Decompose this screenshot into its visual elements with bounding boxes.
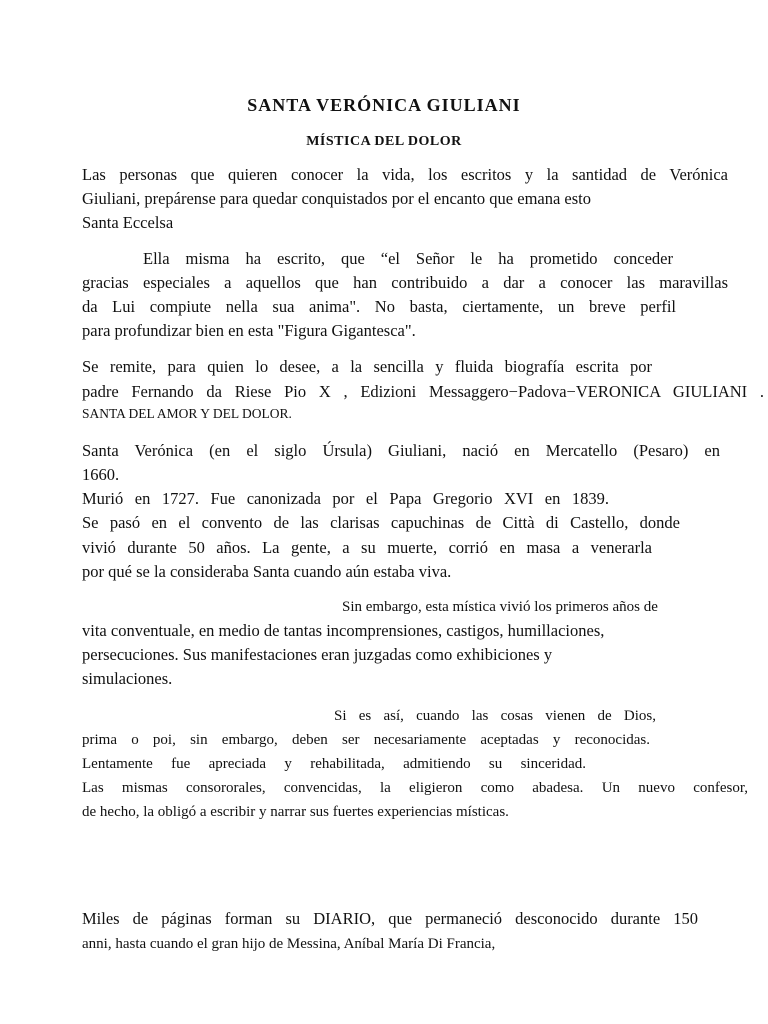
text-line: Se remite, para quien lo desee, a la sencilla y fluida biografía escrita por xyxy=(82,357,652,376)
text-line: Se pasó en el convento de las clarisas capuchinas de Città di Castello, donde xyxy=(82,513,680,532)
text-line: Las personas que quieren conocer la vida, los escritos y la santidad de Verónica xyxy=(82,165,728,184)
text-line: SANTA DEL AMOR Y DEL DOLOR. xyxy=(82,406,292,421)
text-line: por qué se la consideraba Santa cuando aún estaba viva. xyxy=(82,562,452,581)
text-line: Si es así, cuando las cosas vienen de Dios, xyxy=(334,708,656,724)
text-line: vivió durante 50 años. La gente, a su muerte, corrió en masa a venerarla xyxy=(82,538,652,557)
text-line: prima o poi, sin embargo, deben ser necesariamente aceptadas y reconocidas. xyxy=(82,732,650,748)
text-line: da Lui compiute nella sua anima". No basta, ciertamente, un breve perfil xyxy=(82,297,676,316)
text-line: para profundizar bien en esta "Figura Gigantesca". xyxy=(82,321,416,340)
text-line: persecuciones. Sus manifestaciones eran juzgadas como exhibiciones y xyxy=(82,645,553,664)
document-subtitle: MÍSTICA DEL DOLOR xyxy=(306,134,462,149)
text-line: Santa Verónica (en el siglo Úrsula) Giuliani, nació en Mercatello (Pesaro) en xyxy=(82,441,720,460)
text-line: anni, hasta cuando el gran hijo de Messina, Aníbal María Di Francia, xyxy=(82,936,496,952)
text-line: simulaciones. xyxy=(82,669,173,688)
text-line: Ella misma ha escrito, que “el Señor le ha prometido conceder xyxy=(143,249,673,268)
text-line: Sin embargo, esta mística vivió los primeros años de xyxy=(342,599,658,615)
text-line: Las mismas consororales, convencidas, la eligieron como abadesa. Un nuevo confesor, xyxy=(82,780,748,796)
text-line: Miles de páginas forman su DIARIO, que permaneció desconocido durante 150 xyxy=(82,909,698,928)
text-line: Murió en 1727. Fue canonizada por el Papa Gregorio XVI en 1839. xyxy=(82,489,609,508)
text-line: Lentamente fue apreciada y rehabilitada, admitiendo su sinceridad. xyxy=(82,756,586,772)
text-line: de hecho, la obligó a escribir y narrar sus fuertes experiencias místicas. xyxy=(82,804,509,820)
text-line: padre Fernando da Riese Pio X , Edizioni Messaggero−Padova−VERONICA GIULIANI . xyxy=(82,382,764,401)
text-line: vita conventuale, en medio de tantas incomprensiones, castigos, humillaciones, xyxy=(82,621,605,640)
text-line: gracias especiales a aquellos que han contribuido a dar a conocer las maravillas xyxy=(82,273,728,292)
text-line: 1660. xyxy=(82,465,120,484)
text-line: Santa Eccelsa xyxy=(82,213,174,232)
document-title: SANTA VERÓNICA GIULIANI xyxy=(247,95,521,115)
text-line: Giuliani, prepárense para quedar conquistados por el encanto que emana esto xyxy=(82,189,592,208)
